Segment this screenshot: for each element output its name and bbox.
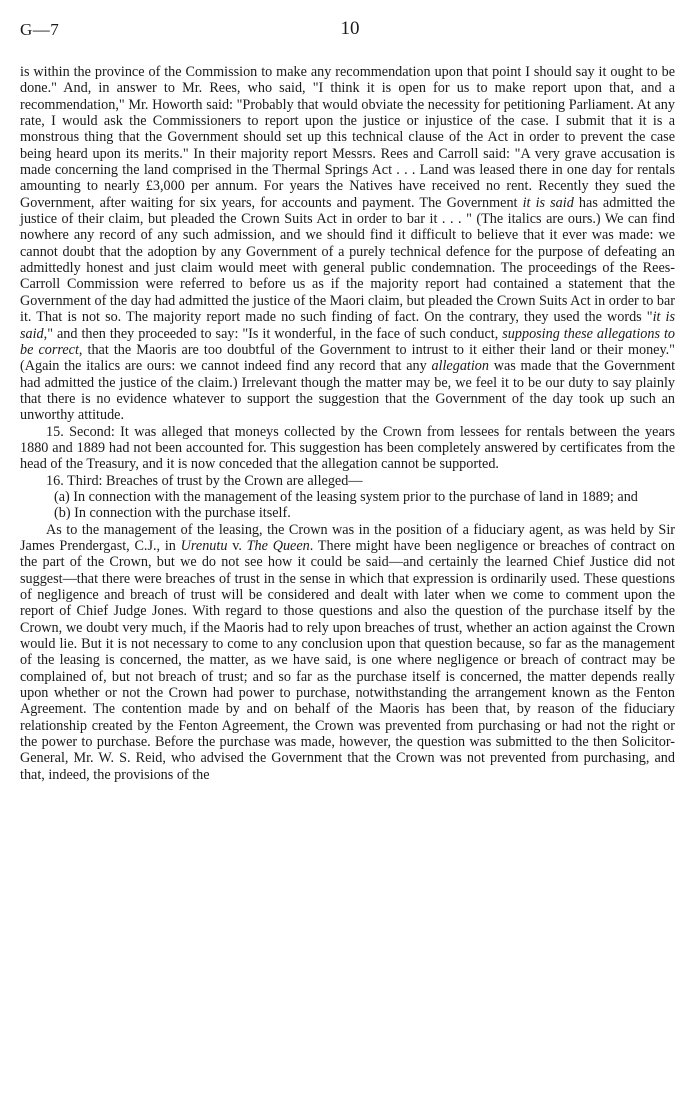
list-item-b: (b) In connection with the purchase itself. (54, 505, 291, 522)
paragraph-continuation: is within the province of the Commission to make any recommendation upon that point I should say it ought to be done." And, in answer to Mr. Rees, who said, "I think it is open for us to make report upon that, and a recommendation," Mr. Howorth said: "Probably that would obviate the necessity for petitioning Parliament. At any rate, I would ask the Commissioners to report upon the justice or injustice of the case. I submit that it is a monstrous thing that the Government should set up this technical clause of the Act in order to prevent the case being heard upon its merits." In their majority report Messrs. Rees and Carroll said: "A very grave accusation is made concerning the land comprised in the Thermal Springs Act . . . Land was leased there in one day for rentals amounting to nearly £3,000 per annum. For years the Natives have received no rent. Recently they sued the Government, after waiting for six years, for accounts and payment. The Government it is said has admitted the justice of their claim, but pleaded the Crown Suits Act in order to bar it . . . " (The italics are ours.) We can find nowhere any record of any such admission, and we should find it difficult to believe that it ever was made: we cannot doubt that the adoption by any Government of a purely technical defence for the purpose of defeating an admittedly honest and just claim would meet with general public condemnation. The proceedings of the Rees-Carroll Commission were referred to before us as if the majority report had contained a statement that the Government of the day had admitted the justice of the Maori claim, but pleaded the Crown Suits Act in order to bar it. That is not so. The majority report made no such finding of fact. On the contrary, they used the words "it is said," and then they proceeded to say: "Is it wonderful, in the face of such conduct, supposing these allegations to be correct, that the Maoris are too doubtful of the Government to intrust to it either their land or their money." (Again the italics are ours: we cannot indeed find any record that any allegation was made that the Government had admitted the justice of the claim.) Irrelevant though the matter may be, we feel it to be our duty to say plainly that there is no evidence whatever to support the suggestion that the Government of the day took up such an unworthy attitude. (20, 64, 676, 424)
document-reference: G—7 (20, 20, 60, 39)
paragraph-15: 15. Second: It was alleged that moneys collected by the Crown from lessees for rentals between the years 1880 and 1889 had not been accounted for. This suggestion has been completely answered by certificates from the head of the Treasury, and it is now conceded that the allegation cannot be supported. (20, 423, 675, 473)
body-text (20, 64, 675, 783)
list-item-a: (a) In connection with the management of the leasing system prior to the purchase of land in 1889; and (54, 488, 638, 505)
paragraph-16: 16. Third: Breaches of trust by the Crown are alleged— (46, 472, 363, 489)
page-number: 10 (340, 18, 360, 39)
paragraph-17: As to the management of the leasing, the Crown was in the position of a fiduciary agent, as was held by Sir James Prendergast, C.J., in Urenutu v. The Queen. There might have been negligence or breaches of contract on the part of the Crown, but we do not see how it could be said—and certainly the learned Chief Justice did not suggest—that there were breaches of trust in the sense in which that expression is ordinarily used. These questions of negligence and breach of trust will be considered and dealt with later when we come to comment upon the report of Chief Judge Jones. With regard to those questions and also the question of the purchase itself by the Crown, we doubt very much, if the Maoris had to rely upon breaches of trust, whether an action against the Crown would lie. But it is not necessary to come to any conclusion upon that question because, so far as the management of the leasing is concerned, the matter, as we have said, is one where negligence or breach of contract may be complained of, but not breach of trust; and so far as the purchase itself is concerned, the matter depends really upon whether or not the Crown had power to purchase, notwithstanding the arrangement known as the Fenton Agreement. The contention made by and on behalf of the Maoris has been that, by reason of the fiduciary relationship created by the Fenton Agreement, the Crown was prevented from purchasing or had not the right or the power to purchase. Before the purchase was made, however, the question was submitted to the then Solicitor-General, Mr. W. S. Reid, who advised the Government that the Crown was not prevented from purchasing, and that, indeed, the provisions of the (20, 521, 675, 783)
